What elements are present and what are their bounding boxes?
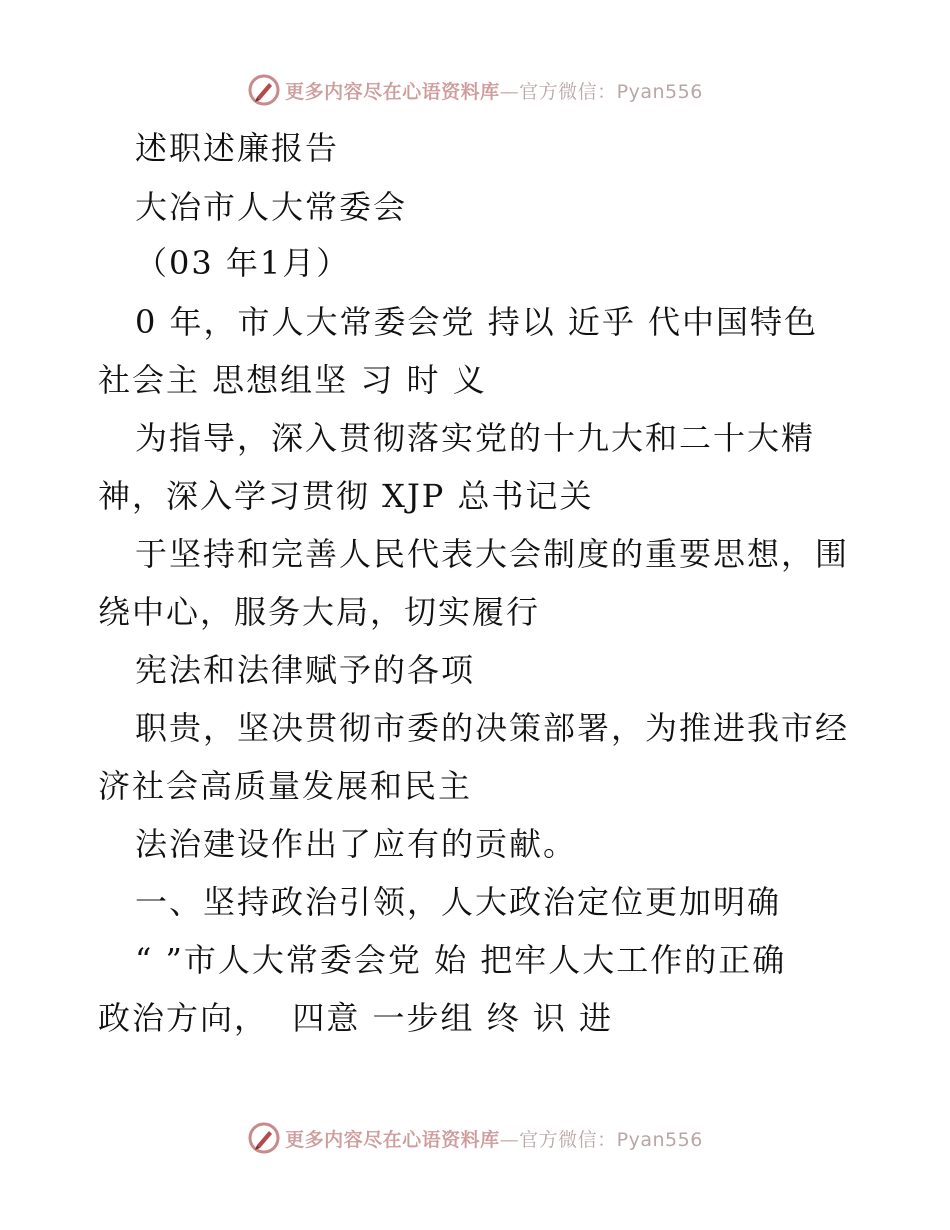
paragraph-line: 职贵，坚决贯彻市委的决策部署，为推进我市经 bbox=[135, 709, 850, 747]
paragraph-line: 济社会高质量发展和民主 bbox=[98, 767, 473, 805]
document-date: （03 年1月） bbox=[135, 244, 351, 282]
banner-text bbox=[285, 1125, 703, 1152]
paragraph-line: 于坚持和完善人民代表大会制度的重要思想，围 bbox=[135, 535, 850, 573]
banner-main-text: 更多内容尽在心语资料库 bbox=[285, 1128, 500, 1151]
banner-wechat-text: 官方微信：Pyan556 bbox=[519, 80, 703, 103]
footer-banner bbox=[0, 1120, 950, 1156]
banner-main-text: 更多内容尽在心语资料库 bbox=[285, 80, 500, 103]
paragraph-line: “ ”市人大常委会党 始 把牢人大工作的正确 bbox=[135, 941, 787, 979]
banner-wechat-text: 官方微信：Pyan556 bbox=[519, 1128, 703, 1151]
banner-separator: — bbox=[499, 1128, 520, 1151]
paragraph-line: 神，深入学习贯彻 XJP 总书记关 bbox=[98, 477, 594, 515]
document-title: 述职述廉报告 bbox=[135, 129, 340, 167]
document-org: 大冶市人大常委会 bbox=[135, 188, 408, 226]
paragraph-line: 为指导，深入贯彻落实党的十九大和二十大精 bbox=[135, 419, 816, 457]
paragraph-line: 宪法和法律赋予的各项 bbox=[135, 651, 476, 689]
banner-separator: — bbox=[499, 80, 520, 103]
paragraph-line: 法治建设作出了应有的贡献。 bbox=[135, 825, 578, 863]
paragraph-line: 0 年，市人大常委会党 持以 近乎 代中国特色 bbox=[135, 303, 819, 341]
paragraph-line: 社会主 思想组坚 习 时 义 bbox=[98, 361, 487, 399]
section-heading: 一、坚持政治引领，人大政治定位更加明确 bbox=[135, 883, 782, 921]
paragraph-line: 政治方向， 四意 一步组 终 识 进 bbox=[98, 999, 614, 1037]
paragraph-line: 绕中心，服务大局，切实履行 bbox=[98, 593, 541, 631]
pen-logo-icon bbox=[247, 1121, 281, 1155]
